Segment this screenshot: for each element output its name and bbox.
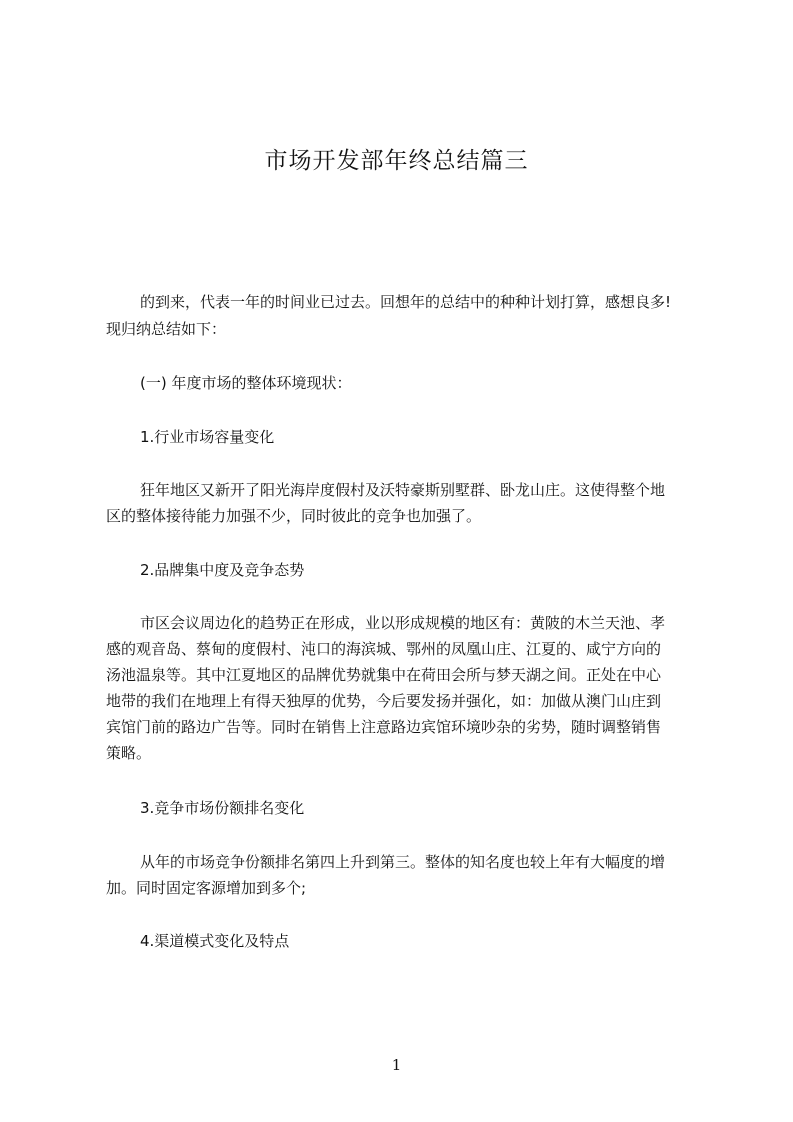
section-heading-5: 4.渠道模式变化及特点 [140, 932, 290, 950]
paragraph-4-line-2: 加。同时固定客源增加到多个; [106, 879, 307, 897]
section-heading-4: 3.竞争市场份额排名变化 [140, 799, 305, 817]
paragraph-3-line-6: 策略。 [106, 744, 152, 762]
paragraph-3-line-4: 地带的我们在地理上有得天独厚的优势，今后要发扬并强化，如：加做从澳门山庄到 [106, 692, 662, 710]
paragraph-3-line-1: 市区会议周边化的趋势正在形成，业以形成规模的地区有：黄陂的木兰天池、孝 [140, 614, 666, 632]
page-number: 1 [391, 1056, 402, 1074]
paragraph-1-line-2: 现归纳总结如下： [106, 320, 227, 338]
paragraph-3-line-3: 汤池温泉等。其中江夏地区的品牌优势就集中在荷田会所与梦天湖之间。正处在中心 [106, 666, 662, 684]
paragraph-4-line-1: 从年的市场竞争份额排名第四上升到第三。整体的知名度也较上年有大幅度的增 [140, 853, 666, 871]
section-heading-2: 1.行业市场容量变化 [140, 428, 275, 446]
section-heading-1: (一) 年度市场的整体环境现状： [140, 374, 352, 392]
paragraph-3-line-2: 感的观音岛、蔡甸的度假村、沌口的海滨城、鄂州的凤凰山庄、江夏的、咸宁方向的 [106, 640, 662, 658]
paragraph-2-line-2: 区的整体接待能力加强不少，同时彼此的竞争也加强了。 [106, 507, 482, 525]
document-title: 市场开发部年终总结篇三 [264, 148, 529, 174]
paragraph-1-line-1: 的到来，代表一年的时间业已过去。回想年的总结中的种种计划打算，感想良多! [140, 293, 672, 311]
paragraph-2-line-1: 狂年地区又新开了阳光海岸度假村及沃特豪斯别墅群、卧龙山庄。这使得整个地 [140, 481, 666, 499]
section-heading-3: 2.品牌集中度及竞争态势 [140, 561, 305, 579]
paragraph-3-line-5: 宾馆门前的路边广告等。同时在销售上注意路边宾馆环境吵杂的劣势，随时调整销售 [106, 718, 662, 736]
